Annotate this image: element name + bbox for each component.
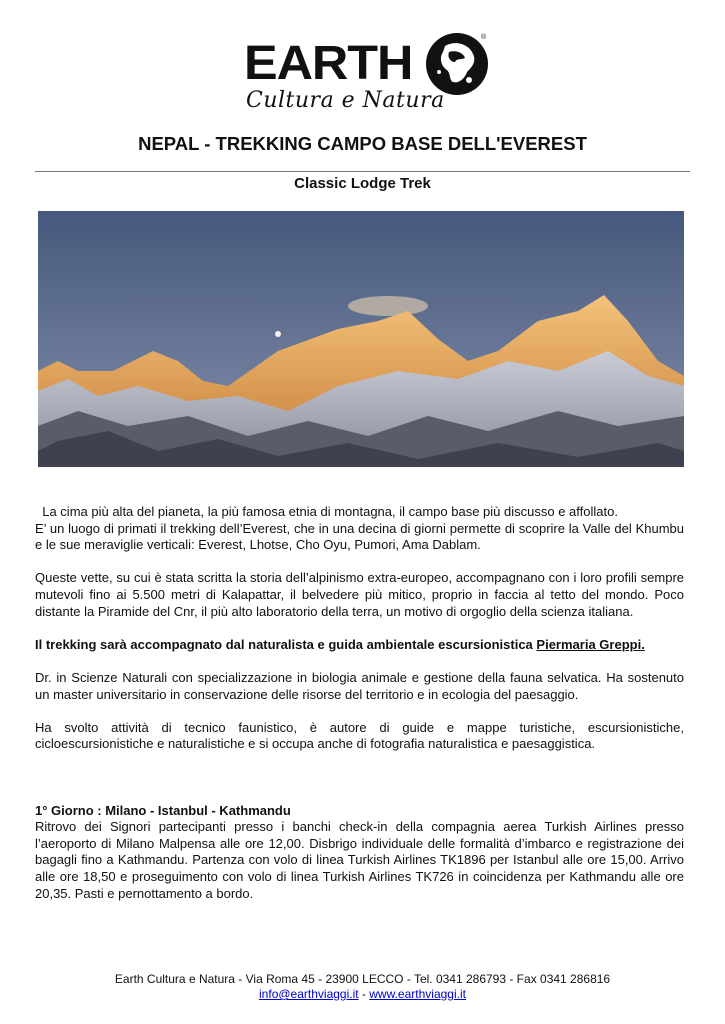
title-divider <box>35 171 690 172</box>
main-text <box>35 504 684 902</box>
intro-line-1-text: La cima più alta del pianeta, la più famosa etnia di montagna, il campo base più discusso e affollato. <box>42 504 618 519</box>
everest-photo <box>38 211 684 467</box>
footer-separator: - <box>358 987 370 1001</box>
globe-icon <box>425 32 489 96</box>
paragraph-peaks: Queste vette, su cui è stata scritta la storia dell’alpinismo extra-europeo, accompagnano con i loro profili sempre mutevoli fino ai 5.500 metri di Kalapattar, il belvedere più mitico, proprio in faccia al tetto del mondo. Poco distante la Piramide del Cnr, il più alto laboratorio della terra, un motivo di orgoglio della scienza italiana. <box>35 570 684 619</box>
guide-name: Piermaria Greppi. <box>536 636 645 652</box>
logo-tagline: Cultura e Natura <box>246 88 445 113</box>
guide-text: Il trekking sarà accompagnato dal naturalista e guida ambientale escursionistica <box>35 636 533 652</box>
email-link[interactable]: info@earthviaggi.it <box>259 987 359 1001</box>
day1-text: Ritrovo dei Signori partecipanti presso i banchi check-in della compagnia aerea Turkish Airlines presso l’aeroporto di Milano Malpensa alle ore 12,00. Disbrigo individuale delle formalità d’imbarco e registrazione dei bagagli fino a Kathmandu. Partenza con volo di linea Turkish Airlines TK1896 per Istanbul alle ore 15,00. Arrivo alle ore 18,50 e proseguimento con volo di linea Turkish Airlines TK726 in coincidenza per Kathmandu alle ore 20,35. Pasti e pernottamento a bordo. <box>35 819 684 901</box>
intro-line-1 <box>35 504 684 521</box>
paragraph-qualifications: Dr. in Scienze Naturali con specializzazione in biologia animale e gestione della fauna selvatica. Ha sostenuto un master universitario in conservazione delle risorse del territorio e in ecologia del paesaggio. <box>35 669 684 702</box>
footer-address: Earth Cultura e Natura - Via Roma 45 - 23900 LECCO - Tel. 0341 286793 - Fax 0341 286816 <box>114 972 611 986</box>
website-link[interactable]: www.earthviaggi.it <box>369 987 466 1001</box>
intro-line-2: E’ un luogo di primati il trekking dell’Everest, che in una decina di giorni permette di scoprire la Valle del Khumbu e le sue meraviglie verticali: Everest, Lhotse, Cho Oyu, Pumori, Ama Dablam. <box>35 520 684 553</box>
paragraph-experience: Ha svolto attività di tecnico faunistico, è autore di guide e mappe turistiche, escursionistiche, cicloescursionistiche e naturalistiche e si occupa anche di fotografia naturalistica e paesaggistica. <box>35 719 684 752</box>
registered-mark: ® <box>481 34 487 41</box>
footer-contacts <box>0 987 725 1002</box>
day1-heading: 1° Giorno : Milano - Istanbul - Kathmandu <box>35 802 291 818</box>
earth-logo <box>244 30 494 116</box>
page-footer <box>0 972 725 1002</box>
guide-paragraph <box>35 637 684 654</box>
page-subtitle: Classic Lodge Trek <box>294 175 431 192</box>
logo-wordmark: EARTH <box>244 37 413 90</box>
page-title: NEPAL - TREKKING CAMPO BASE DELL'EVEREST <box>138 133 587 154</box>
